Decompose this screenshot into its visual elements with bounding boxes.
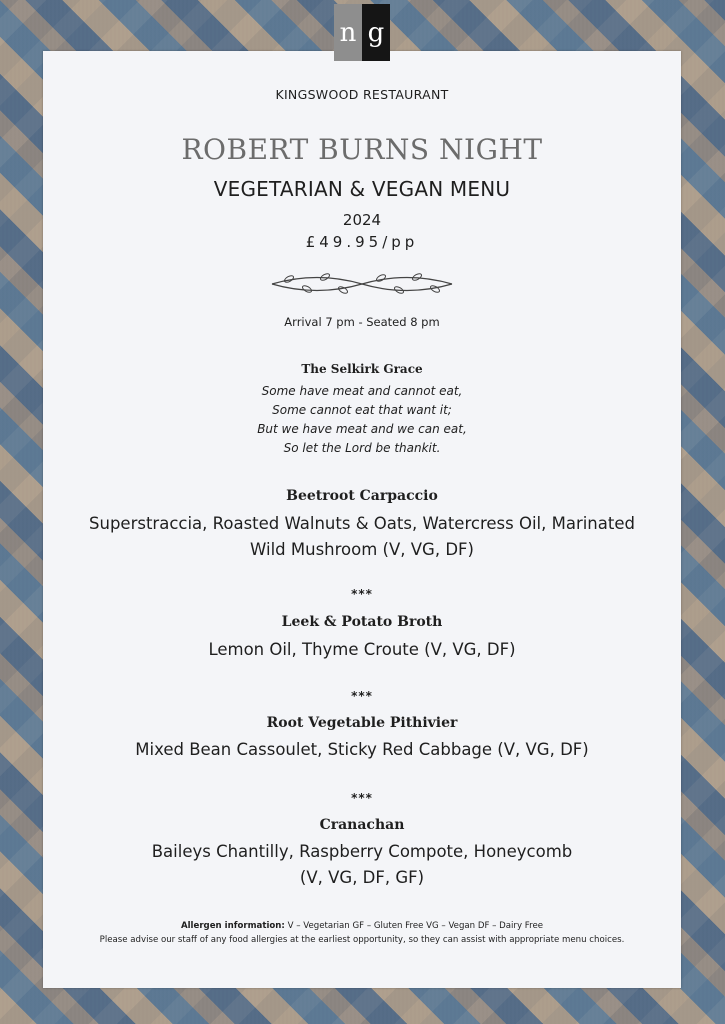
allergen-notice: Please advise our staff of any food allergies at the earliest opportunity, so they can assist with appropriate menu choices.: [99, 935, 625, 945]
arrival-time: Arrival 7 pm - Seated 8 pm: [284, 315, 440, 329]
course-separator: ***: [351, 689, 373, 703]
course-1-title: Beetroot Carpaccio: [286, 488, 438, 504]
logo-letter-g: g: [362, 4, 390, 61]
grace-title: The Selkirk Grace: [301, 362, 423, 376]
course-2-description: [43, 637, 681, 663]
grace-line: But we have meat and we can eat,: [257, 422, 467, 436]
course-3-line: Mixed Bean Cassoulet, Sticky Red Cabbage (V, VG, DF): [135, 740, 589, 759]
course-1-line: Wild Mushroom (V, VG, DF): [250, 540, 474, 559]
course-1-line: Superstraccia, Roasted Walnuts & Oats, Watercress Oil, Marinated: [89, 514, 635, 533]
course-1-description: [43, 511, 681, 563]
course-2-line: Lemon Oil, Thyme Croute (V, VG, DF): [208, 640, 516, 659]
grace-line: Some have meat and cannot eat,: [261, 384, 463, 398]
grace-poem: [43, 382, 681, 458]
allergen-information: [43, 919, 681, 947]
course-4-description: [43, 839, 681, 891]
logo-letter-n: n: [334, 4, 362, 61]
menu-title: ROBERT BURNS NIGHT: [181, 133, 543, 166]
course-2-title: Leek & Potato Broth: [281, 614, 443, 630]
course-4-line: (V, VG, DF, GF): [299, 868, 425, 887]
course-separator: ***: [351, 791, 373, 805]
menu-card: [43, 51, 681, 988]
course-3-description: [43, 737, 681, 763]
menu-subtitle: VEGETARIAN & VEGAN MENU: [213, 177, 511, 201]
course-separator: ***: [351, 587, 373, 601]
restaurant-name: KINGSWOOD RESTAURANT: [275, 87, 449, 102]
course-4-line: Baileys Chantilly, Raspberry Compote, Honeycomb: [151, 842, 573, 861]
grace-line: So let the Lord be thankit.: [283, 441, 441, 455]
ng-logo: [334, 4, 390, 61]
allergen-codes: V – Vegetarian GF – Gluten Free VG – Vegan DF – Dairy Free: [287, 921, 544, 931]
leaf-vine-ornament-icon: [267, 269, 457, 299]
grace-line: Some cannot eat that want it;: [272, 403, 452, 417]
allergen-label: Allergen information:: [180, 921, 285, 931]
course-3-title: Root Vegetable Pithivier: [266, 715, 458, 731]
course-4-title: Cranachan: [319, 817, 405, 833]
allergen-codes-line: [43, 919, 681, 933]
menu-price: £49.95/pp: [305, 233, 419, 251]
menu-year: 2024: [342, 211, 382, 229]
